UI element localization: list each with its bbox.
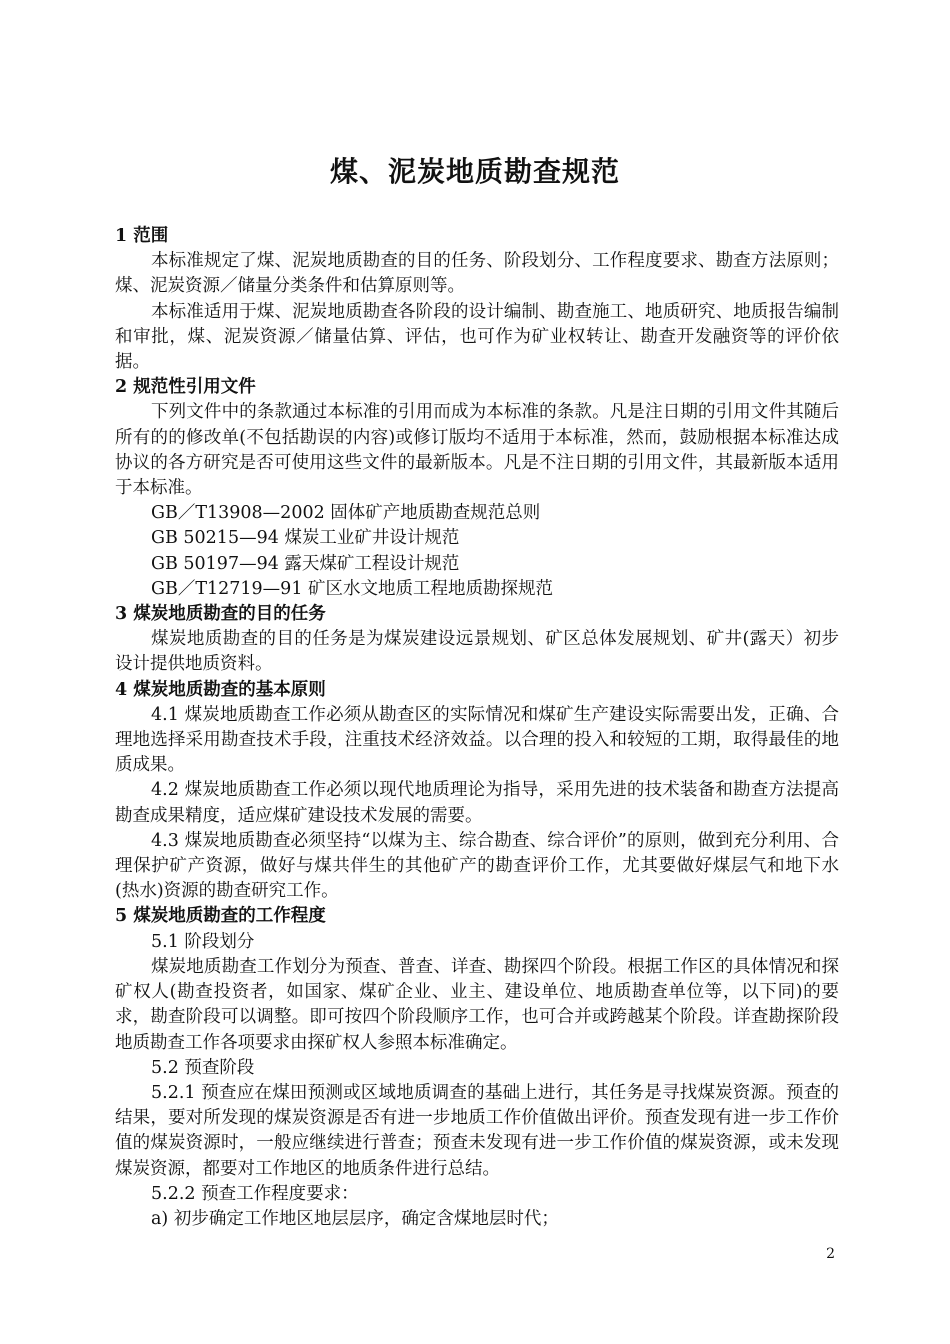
section-heading-2: 2 规范性引用文件 — [115, 377, 256, 398]
paragraph: 4.3 煤炭地质勘查必须坚持“以煤为主、综合勘查、综合评价”的原则，做到充分利用、合理保护矿产资源，做好与煤共伴生的其他矿产的勘查评价工作，尤其要做好煤层气和地下水(热水)资源的勘查研究工作。 — [115, 830, 839, 902]
subsection-heading: 5.1 阶段划分 — [151, 931, 255, 952]
section-heading-3: 3 煤炭地质勘查的目的任务 — [115, 604, 326, 625]
paragraph: 5.2.2 预查工作程度要求： — [151, 1183, 359, 1204]
paragraph: 4.1 煤炭地质勘查工作必须从勘查区的实际情况和煤矿生产建设实际需要出发，正确、合理地选择采用勘查技术手段，注重技术经济效益。以合理的投入和较短的工期，取得最佳的地质成果。 — [115, 704, 839, 776]
paragraph: 本标准规定了煤、泥炭地质勘查的目的任务、阶段划分、工作程度要求、勘查方法原则；煤、泥炭资源／储量分类条件和估算原则等。 — [115, 251, 839, 297]
paragraph: 下列文件中的条款通过本标准的引用而成为本标准的条款。凡是注日期的引用文件其随后所有的的修改单(不包括勘误的内容)或修订版均不适用于本标准，然而，鼓励根据本标准达成协议的各方研究是否可使用这些文件的最新版本。凡是不注日期的引用文件，其最新版本适用于本标准。 — [115, 402, 839, 499]
page-number: 2 — [826, 1246, 835, 1262]
reference-item: GB 50215—94 煤炭工业矿井设计规范 — [151, 528, 460, 549]
document-body — [115, 224, 839, 1232]
section-heading-4: 4 煤炭地质勘查的基本原则 — [115, 679, 326, 700]
paragraph: 煤炭地质勘查工作划分为预查、普查、详查、勘探四个阶段。根据工作区的具体情况和探矿权人(勘查投资者，如国家、煤矿企业、业主、建设单位、地质勘查单位等，以下同)的要求，勘查阶段可以调整。即可按四个阶段顺序工作，也可合并或跨越某个阶段。详查勘探阶段地质勘查工作各项要求由探矿权人参照本标准确定。 — [115, 956, 839, 1053]
paragraph: 4.2 煤炭地质勘查工作必须以现代地质理论为指导，采用先进的技术装备和勘查方法提高勘查成果精度，适应煤矿建设技术发展的需要。 — [115, 780, 839, 826]
paragraph: 5.2.1 预查应在煤田预测或区域地质调查的基础上进行，其任务是寻找煤炭资源。预查的结果，要对所发现的煤炭资源是否有进一步地质工作价值做出评价。预查发现有进一步工作价值的煤炭资源时，一般应继续进行普查；预查未发现有进一步工作价值的煤炭资源，或未发现煤炭资源，都要对工作地区的地质条件进行总结。 — [115, 1082, 839, 1179]
section-heading-1: 1 范围 — [115, 226, 169, 246]
subsection-heading: 5.2 预查阶段 — [151, 1057, 255, 1078]
paragraph: 煤炭地质勘查的目的任务是为煤炭建设远景规划、矿区总体发展规划、矿井(露天）初步设计提供地质资料。 — [115, 629, 839, 675]
paragraph: 本标准适用于煤、泥炭地质勘查各阶段的设计编制、勘查施工、地质研究、地质报告编制和审批，煤、泥炭资源／储量估算、评估，也可作为矿业权转让、勘查开发融资等的评价依据。 — [115, 301, 839, 373]
section-heading-5: 5 煤炭地质勘查的工作程度 — [115, 906, 326, 927]
list-item: a) 初步确定工作地区地层层序，确定含煤地层时代； — [151, 1208, 559, 1229]
document-title: 煤、泥炭地质勘查规范 — [329, 155, 620, 188]
reference-item: GB／T12719—91 矿区水文地质工程地质勘探规范 — [151, 578, 554, 599]
reference-item: GB 50197—94 露天煤矿工程设计规范 — [151, 553, 460, 574]
reference-item: GB／T13908—2002 固体矿产地质勘查规范总则 — [151, 503, 541, 524]
